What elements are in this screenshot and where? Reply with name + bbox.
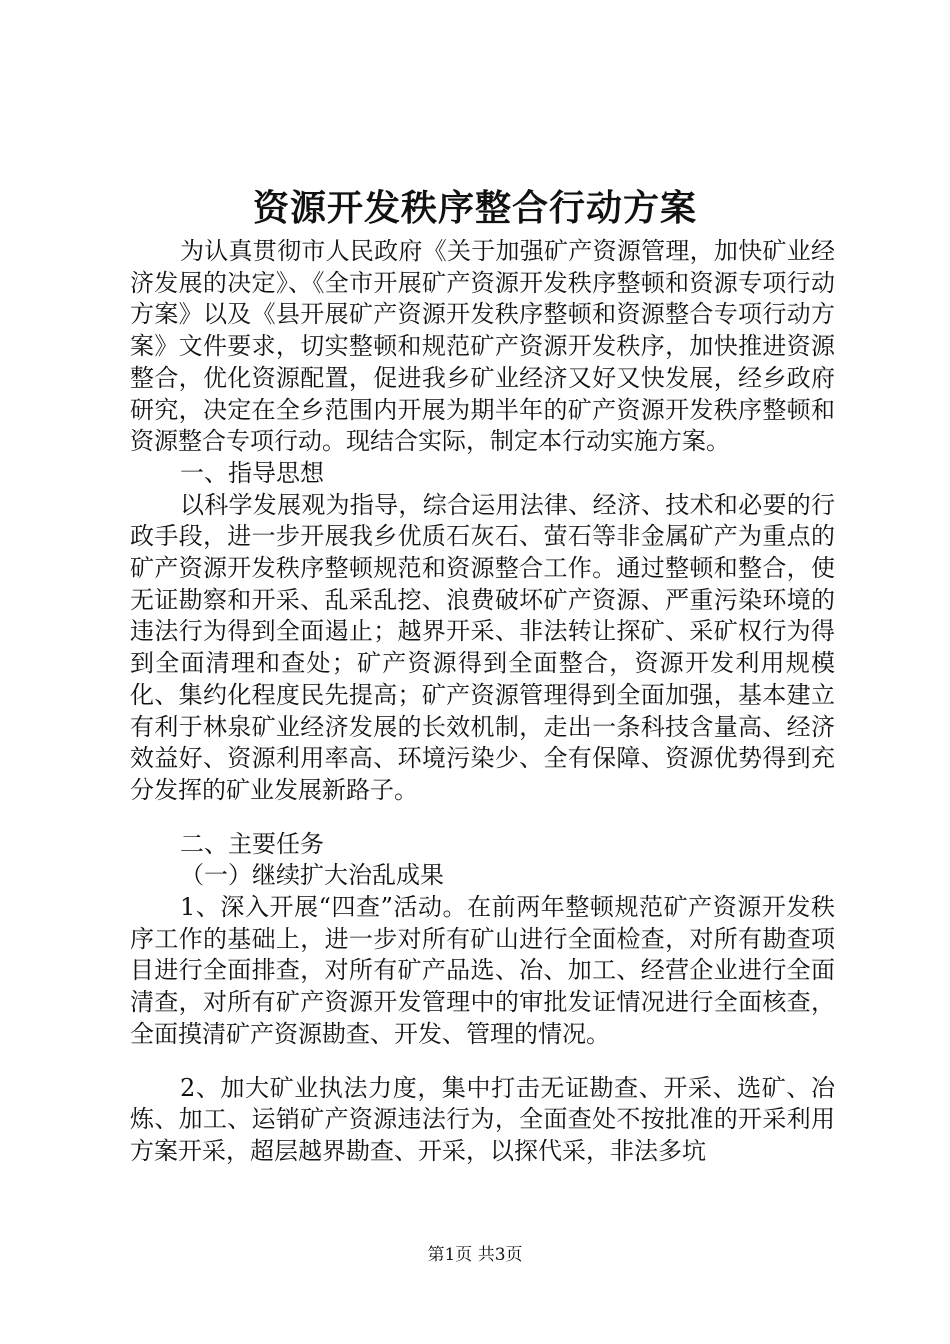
intro-paragraph: 为认真贯彻市人民政府《关于加强矿产资源管理，加快矿业经济发展的决定》、《全市开展矿产资源开发秩序整顿和资源专项行动方案》以及《县开展矿产资源开发秩序整顿和资源整合专项行动方案》文件要求，切实整顿和规范矿产资源开发秩序，加快推进资源整合，优化资源配置，促进我乡矿业经济又好又快发展，经乡政府研究，决定在全乡范围内开展为期半年的矿产资源开发秩序整顿和资源整合专项行动。现结合实际，制定本行动实施方案。 [130, 237, 835, 456]
document-body [130, 236, 835, 1168]
task-paragraph-2: 2、加大矿业执法力度，集中打击无证勘查、开采、选矿、冶炼、加工、运销矿产资源违法行为，全面查处不按批准的开采利用方案开采，超层越界勘查、开采，以探代采，非法多坑 [130, 1073, 835, 1165]
guiding-ideology-paragraph: 以科学发展观为指导，综合运用法律、经济、技术和必要的行政手段，进一步开展我乡优质石灰石、萤石等非金属矿产为重点的矿产资源开发秩序整顿规范和资源整合工作。通过整顿和整合，使无证勘察和开采、乱采乱挖、浪费破坏矿产资源、严重污染环境的违法行为得到全面遏止；越界开采、非法转让探矿、采矿权行为得到全面清理和查处；矿产资源得到全面整合，资源开发利用规模化、集约化程度民先提高；矿产资源管理得到全面加强，基本建立有利于林泉矿业经济发展的长效机制，走出一条科技含量高、经济效益好、资源利用率高、环境污染少、全有保障、资源优势得到充分发挥的矿业发展新路子。 [130, 490, 835, 804]
page-footer: 第1页 共3页 [427, 1245, 523, 1265]
subsection-heading-1: （一）继续扩大治乱成果 [180, 861, 444, 890]
task-paragraph-1: 1、深入开展“四查”活动。在前两年整顿规范矿产资源开发秩序工作的基础上，进一步对所有矿山进行全面检查，对所有勘查项目进行全面排查，对所有矿产品选、冶、加工、经营企业进行全面清查，对所有矿产资源开发管理中的审批发证情况进行全面核查，全面摸清矿产资源勘查、开发、管理的情况。 [130, 893, 835, 1048]
section-heading-main-tasks: 二、主要任务 [180, 829, 324, 858]
section-heading-guiding-ideology: 一、指导思想 [180, 458, 324, 487]
document-title: 资源开发秩序整合行动方案 [252, 187, 697, 229]
